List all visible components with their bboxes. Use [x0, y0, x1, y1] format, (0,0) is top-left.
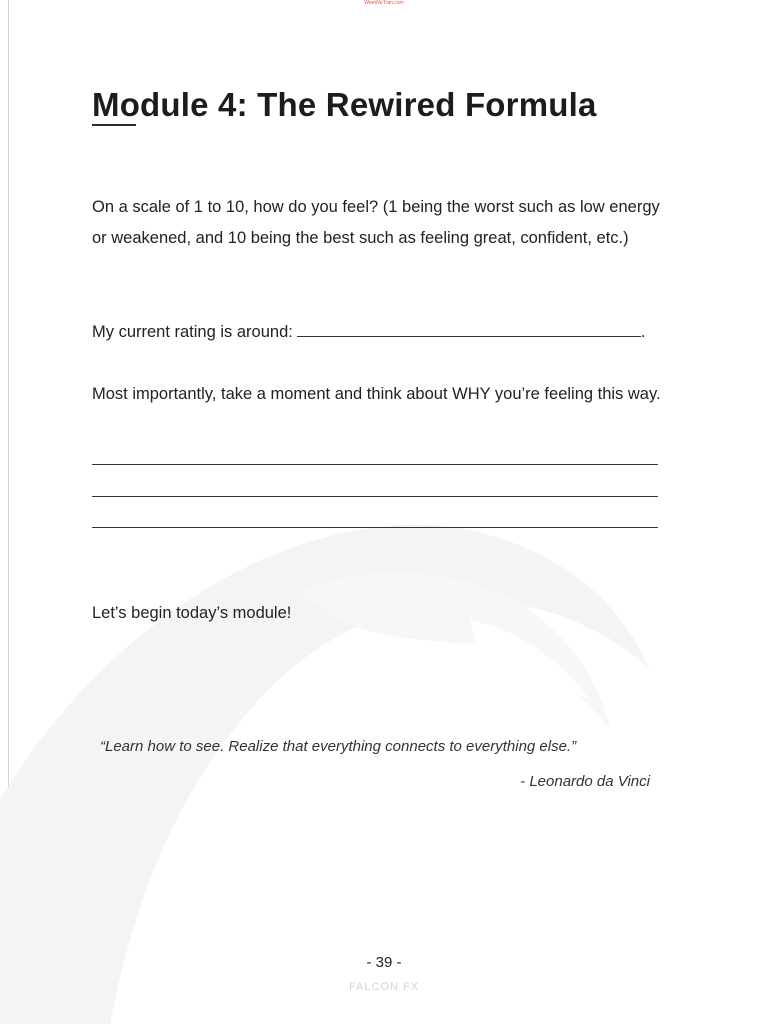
closing-line: Let’s begin today’s module!	[92, 604, 292, 622]
footer-brand: FALCON FX	[348, 981, 420, 993]
page-title: Module 4: The Rewired Formula	[92, 86, 597, 123]
title-underline	[92, 124, 136, 126]
scale-question: On a scale of 1 to 10, how do you feel? (1 being the worst such as low energy or weakened, and 10 being the best such as feeling great, confident, etc.)	[92, 198, 660, 247]
quote-text: “Learn how to see. Realize that everything connects to everything else.”	[100, 738, 577, 755]
rating-blank[interactable]	[297, 320, 641, 337]
rating-line	[92, 317, 672, 348]
answer-line-3[interactable]	[92, 527, 658, 528]
source-mark: WeetiVeTran.com	[364, 0, 404, 6]
rating-prompt: My current rating is around:	[92, 323, 293, 341]
page-number: - 39 -	[366, 954, 402, 971]
answer-line-2[interactable]	[92, 496, 658, 497]
quote-attribution: - Leonardo da Vinci	[520, 773, 650, 790]
answer-line-1[interactable]	[92, 464, 658, 465]
why-prompt: Most importantly, take a moment and think about WHY you’re feeling this way.	[92, 385, 661, 403]
rating-period: .	[640, 323, 646, 341]
